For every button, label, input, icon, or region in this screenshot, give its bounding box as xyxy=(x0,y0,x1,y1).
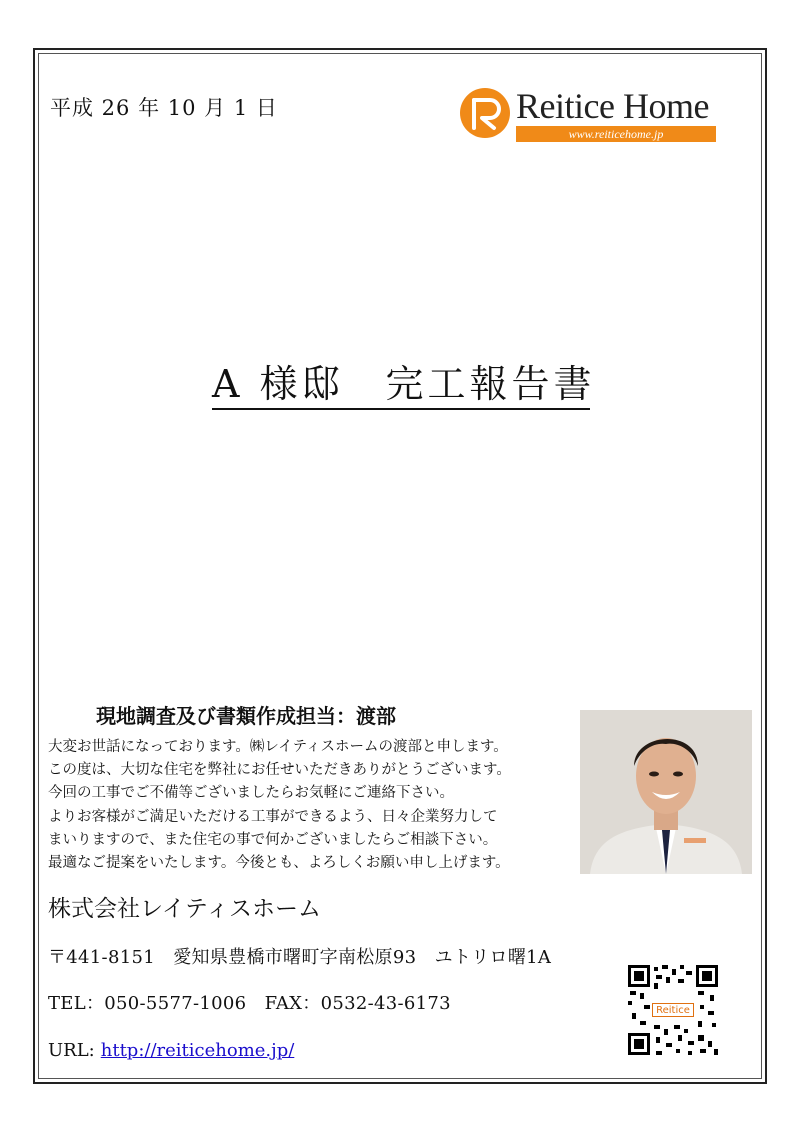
logo-r-mark-icon xyxy=(460,88,510,138)
greeting-line: 大変お世話になっております。㈱レイティスホームの渡部と申します。 xyxy=(48,739,508,755)
company-logo xyxy=(460,88,718,144)
company-address: 〒441-8151 愛知県豊橋市曙町字南松原93 ユトリロ曙1A xyxy=(48,947,552,968)
company-name: 株式会社レイティスホーム xyxy=(48,896,322,922)
document-title: A 様邸 完工報告書 xyxy=(212,360,590,410)
company-url-link[interactable]: http://reiticehome.jp/ xyxy=(100,1040,295,1061)
qr-code-icon[interactable] xyxy=(628,965,718,1055)
greeting-message xyxy=(48,736,568,875)
company-phones: TEL：050-5577-1006 FAX：0532-43-6173 xyxy=(48,993,451,1014)
staff-photo xyxy=(580,710,752,874)
qr-code-label: Reitice xyxy=(652,1003,694,1017)
logo-url-bar xyxy=(516,126,716,142)
url-label: URL: xyxy=(48,1040,95,1061)
staff-heading: 現地調査及び書類作成担当：渡部 xyxy=(96,704,396,728)
greeting-line: よりお客様がご満足いただける工事ができるよう、日々企業努力して xyxy=(48,808,498,825)
logo-name: Reitice Home xyxy=(516,86,709,126)
greeting-line: この度は、大切な住宅を弊社にお任せいただきありがとうございます。 xyxy=(48,762,511,779)
company-url-line xyxy=(48,1040,294,1061)
report-date: 平成 26 年 10 月 1 日 xyxy=(50,96,278,120)
greeting-line: 今回の工事でご不備等ございましたらお気軽にご連絡下さい。 xyxy=(48,785,454,802)
greeting-line: 最適なご提案をいたします。今後とも、よろしくお願い申し上げます。 xyxy=(48,855,510,872)
greeting-line: まいりますので、また住宅の事で何かございましたらご相談下さい。 xyxy=(48,831,498,848)
page-border-inner xyxy=(38,53,762,1079)
logo-url: www.reiticehome.jp xyxy=(568,127,664,141)
